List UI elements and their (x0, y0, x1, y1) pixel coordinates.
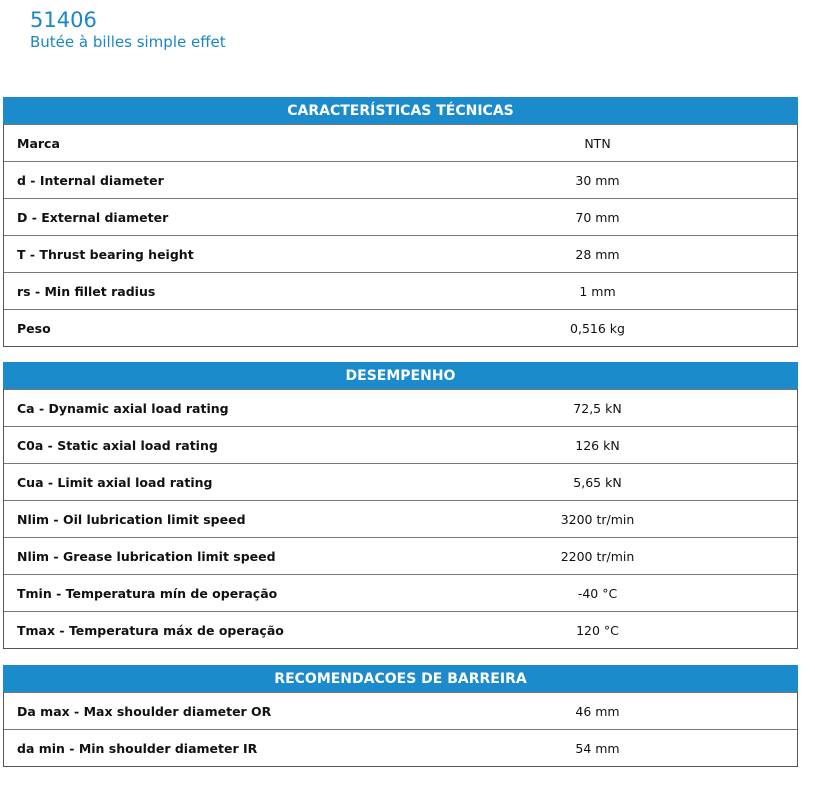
row-label: Nlim - Grease lubrication limit speed (17, 548, 276, 564)
performance-table (3, 362, 798, 649)
row-value: -40 °C (577, 585, 618, 601)
row-label: Tmax - Temperatura máx de operação (17, 622, 284, 638)
row-label: da min - Min shoulder diameter IR (17, 740, 258, 756)
row-label: D - External diameter (17, 209, 169, 225)
row-value: 70 mm (575, 209, 620, 225)
table-row (4, 272, 797, 309)
row-label: Ca - Dynamic axial load rating (17, 400, 229, 416)
row-value: 72,5 kN (573, 400, 622, 416)
table-row (4, 611, 797, 648)
table-row (4, 729, 797, 766)
table-row (4, 426, 797, 463)
table-row (4, 235, 797, 272)
product-header (30, 8, 226, 51)
row-value: NTN (584, 135, 611, 151)
product-description: Butée à billes simple effet (30, 33, 226, 51)
table-row (4, 537, 797, 574)
table-row (4, 124, 797, 161)
table-row (4, 309, 797, 346)
table-row (4, 574, 797, 611)
row-value: 0,516 kg (570, 320, 625, 336)
barrier-recommendations-table (3, 665, 798, 767)
product-code: 51406 (30, 8, 97, 32)
row-label: Cua - Limit axial load rating (17, 474, 213, 490)
row-value: 3200 tr/min (560, 511, 635, 527)
row-value: 5,65 kN (573, 474, 622, 490)
row-label: Peso (17, 320, 51, 336)
row-label: C0a - Static axial load rating (17, 437, 218, 453)
table-row (4, 500, 797, 537)
table-row (4, 161, 797, 198)
table-row (4, 198, 797, 235)
section-header: CARACTERÍSTICAS TÉCNICAS (3, 97, 798, 124)
row-value: 46 mm (575, 703, 620, 719)
row-label: T - Thrust bearing height (17, 246, 194, 262)
row-label: Da max - Max shoulder diameter OR (17, 703, 272, 719)
row-value: 54 mm (575, 740, 620, 756)
section-header: RECOMENDACOES DE BARREIRA (3, 665, 798, 692)
row-label: Nlim - Oil lubrication limit speed (17, 511, 246, 527)
row-label: d - Internal diameter (17, 172, 164, 188)
row-label: rs - Min fillet radius (17, 283, 156, 299)
row-value: 28 mm (575, 246, 620, 262)
table-row (4, 389, 797, 426)
section-header: DESEMPENHO (3, 362, 798, 389)
technical-characteristics-table (3, 97, 798, 347)
row-value: 1 mm (579, 283, 616, 299)
row-value: 126 kN (575, 437, 620, 453)
row-label: Tmin - Temperatura mín de operação (17, 585, 278, 601)
row-value: 30 mm (575, 172, 620, 188)
table-row (4, 463, 797, 500)
row-value: 2200 tr/min (560, 548, 635, 564)
row-label: Marca (17, 135, 60, 151)
row-value: 120 °C (576, 622, 619, 638)
table-row (4, 692, 797, 729)
